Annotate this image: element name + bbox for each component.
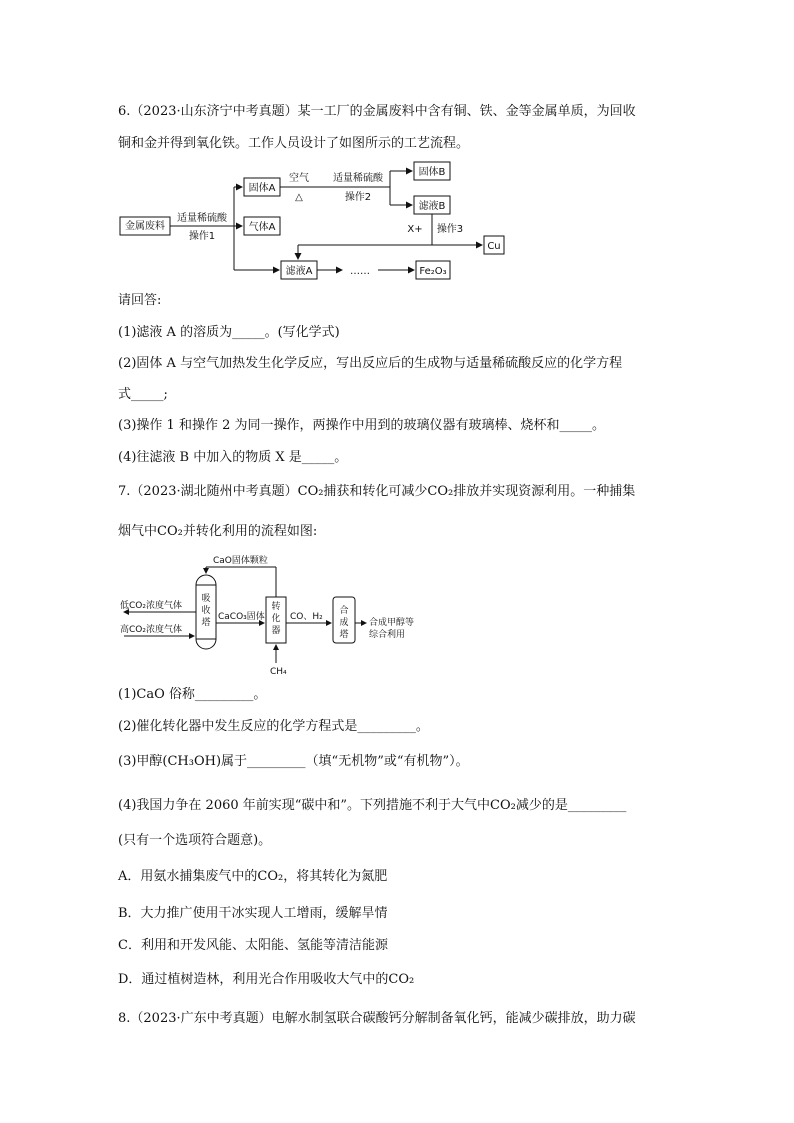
label-filtrate-a: 滤液A [285,266,313,277]
absorber-char-3: 塔 [201,618,211,628]
q7-stem-line1: 7.（2023·湖北随州中考真题）CO₂捕获和转化可减少CO₂排放并实现资源利用。一种捕集 [118,484,636,499]
q7-flow-diagram [118,553,428,678]
q7-option-a: A．用氨水捕集废气中的CO₂，将其转化为氮肥 [118,869,388,884]
label-low-co2: 低CO₂浓度气体 [120,601,182,611]
label-air: 空气 [289,173,309,184]
absorber-char-2: 收 [201,606,211,616]
label-methanol-1: 合成甲醇等 [369,618,415,628]
q6-stem-line1: 6.（2023·山东济宁中考真题）某一工厂的金属废料中含有铜、铁、金等金属单质，为回收 [118,104,636,119]
q6-sub2-line2: 式_____; [118,387,168,402]
q7-sub4-line1: (4)我国力争在 2060 年前实现“碳中和”。下列措施不利于大气中CO₂减少的是_________ [118,798,627,813]
q7-sub1: (1)CaO 俗称_________。 [118,687,267,702]
label-high-co2: 高CO₂浓度气体 [120,625,182,635]
synth-char-1: 合 [339,606,349,616]
q7-sub4-line2: (只有一个选项符合题意)。 [118,833,272,848]
q6-flow-diagram [110,160,510,285]
label-fe2o3: Fe₂O₃ [419,266,447,277]
q6-sub3: (3)操作 1 和操作 2 为同一操作，两操作中用到的玻璃仪器有玻璃棒、烧杯和_____。 [118,418,605,433]
q6-prompt: 请回答: [118,293,162,308]
label-op3: 操作3 [436,224,464,235]
absorber-char-1: 吸 [201,594,211,604]
q7-option-b: B．大力推广使用干冰实现人工增雨，缓解旱情 [118,906,388,921]
label-caco3: CaCO₃固体 [218,612,265,622]
label-co-h2: CO、H₂ [290,612,323,622]
q6-sub1: (1)滤液 A 的溶质为_____。(写化学式) [118,325,340,340]
label-solid-a: 固体A [248,183,276,194]
label-metal-waste: 金属废料 [125,221,165,232]
synth-char-3: 塔 [339,630,349,640]
converter-char-3: 器 [271,626,281,636]
label-solid-b: 固体B [418,167,446,178]
label-filtrate-b: 滤液B [418,201,446,212]
label-cu: Cu [487,241,501,252]
label-heat: △ [295,192,303,203]
q7-sub2: (2)催化转化器中发生反应的化学方程式是_________。 [118,719,429,734]
label-dots: …… [350,266,370,277]
label-methanol-2: 综合利用 [369,630,406,640]
label-cao-pellets: CaO固体颗粒 [213,556,268,566]
q8-stem-line1: 8.（2023·广东中考真题）电解水制氢联合碳酸钙分解制备氧化钙，能减少碳排放，助力碳 [118,1011,636,1026]
q7-option-d: D．通过植树造林，利用光合作用吸收大气中的CO₂ [118,972,415,987]
converter-char-2: 化 [271,614,281,624]
label-op1: 操作1 [188,231,216,242]
q6-sub2-line1: (2)固体 A 与空气加热发生化学反应，写出反应后的生成物与适量稀硫酸反应的化学方程 [118,356,623,371]
q7-sub3: (3)甲醇(CH₃OH)属于_________（填“无机物”或“有机物”）。 [118,754,469,769]
q7-stem-line2: 烟气中CO₂并转化利用的流程如图: [118,524,318,539]
label-xplus: X+ [407,224,423,235]
label-op2: 操作2 [344,192,372,203]
label-ch4: CH₄ [270,667,287,677]
label-acid1: 适量稀硫酸 [177,213,227,224]
q6-sub4: (4)往滤液 B 中加入的物质 X 是_____。 [118,450,348,465]
q7-option-c: C．利用和开发风能、太阳能、氢能等清洁能源 [118,938,388,953]
label-acid2: 适量稀硫酸 [333,173,383,184]
synth-char-2: 成 [339,618,349,628]
converter-char-1: 转 [271,602,281,612]
label-gas-a: 气体A [248,222,276,233]
q6-stem-line2: 铜和金并得到氧化铁。工作人员设计了如图所示的工艺流程。 [118,136,470,151]
